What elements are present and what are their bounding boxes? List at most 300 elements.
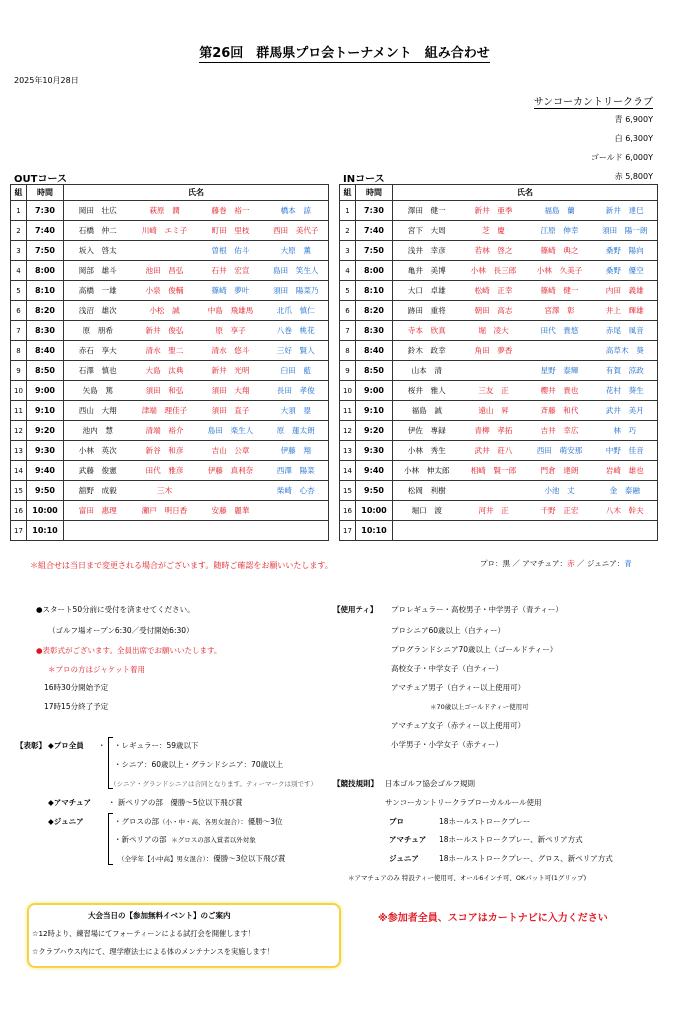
player-name: 金 泰融 — [593, 481, 658, 501]
player-name: 角田 夢香 — [461, 341, 527, 361]
tee-blue: 青 6,900Y — [614, 115, 653, 124]
awards-pro-regular: ・レギュラー：59歳以下 — [114, 741, 199, 750]
player-name: 堀口 渡 — [393, 501, 461, 521]
time-header: 時間 — [27, 185, 64, 201]
awards-jr-head: ◆ジュニア — [48, 817, 84, 826]
jr-peria-prize: ：優勝～3位以下飛び賞 — [205, 854, 286, 863]
player-name: 寺本 欣真 — [393, 321, 461, 341]
group-number: 10 — [340, 381, 356, 401]
player-name: 新谷 和彦 — [132, 441, 198, 461]
player-name: 小林 伸太郎 — [393, 461, 461, 481]
player-name: 萩原 潤 — [132, 201, 198, 221]
pairing-row — [11, 381, 329, 401]
player-name: 須田 直子 — [198, 401, 264, 421]
rules-note: ＊アマチュアのみ 特設ティー使用可、オール6インチ可、OKパット可(1グリップ) — [348, 874, 587, 882]
player-name — [264, 521, 329, 541]
start-time: 8:50 — [27, 361, 64, 381]
legend-ama: 赤 — [567, 559, 575, 568]
jr-gross-label: ・グロスの部 — [114, 817, 159, 826]
legend-jr-prefix: ジュニア： — [586, 559, 625, 568]
player-name: 内田 義雄 — [593, 281, 658, 301]
pairing-row — [11, 301, 329, 321]
player-name: 浅沼 雄次 — [64, 301, 132, 321]
player-name: 田代 雅彦 — [132, 461, 198, 481]
group-number: 11 — [11, 401, 27, 421]
group-number: 16 — [11, 501, 27, 521]
player-name: 芝 慶 — [461, 221, 527, 241]
player-name — [461, 361, 527, 381]
legend-pro: プロ：黒 — [480, 559, 510, 568]
awards-ama-text: ・ 新ペリアの部 優勝～5位以下飛び賞 — [108, 798, 243, 807]
player-name: 瀬戸 明日香 — [132, 501, 198, 521]
group-number: 6 — [11, 301, 27, 321]
hours-note: （ゴルフ場オープン6:30／受付開始6:30） — [48, 626, 194, 635]
group-number: 12 — [340, 421, 356, 441]
player-name: 津端 理佳子 — [132, 401, 198, 421]
player-name: 新井 亜季 — [461, 201, 527, 221]
player-name: 小林 長三郎 — [461, 261, 527, 281]
player-name: 桑野 優空 — [593, 261, 658, 281]
group-number: 1 — [340, 201, 356, 221]
player-name: 原 朋希 — [64, 321, 132, 341]
tee-info-label: 【使用ティ】 — [333, 605, 378, 614]
start-time: 7:50 — [27, 241, 64, 261]
pairing-row — [340, 261, 658, 281]
pairing-row — [340, 441, 658, 461]
player-name: 須田 陽一朗 — [593, 221, 658, 241]
club-name: サンコーカントリークラブ — [533, 97, 653, 108]
awards-label: 【表彰】 — [16, 741, 46, 750]
start-time: 9:00 — [27, 381, 64, 401]
pairing-row — [340, 241, 658, 261]
rules-label: 【競技規則】 — [333, 779, 378, 788]
player-name — [132, 241, 198, 261]
start-time: 16時30分開始予定 — [44, 683, 109, 692]
player-name: 長田 孝俊 — [264, 381, 329, 401]
group-number: 15 — [340, 481, 356, 501]
in-pairing-table — [339, 184, 658, 541]
document-date: 2025年10月28日 — [14, 76, 79, 85]
player-name — [264, 501, 329, 521]
player-name: 宮下 大周 — [393, 221, 461, 241]
names-header: 氏名 — [64, 185, 329, 201]
start-time: 8:20 — [27, 301, 64, 321]
pairing-row — [11, 261, 329, 281]
player-name: 新井 達巳 — [593, 201, 658, 221]
player-name: 西田 美代子 — [264, 221, 329, 241]
player-name: 高橋 一雄 — [64, 281, 132, 301]
group-number: 4 — [11, 261, 27, 281]
player-name: 八巻 桃花 — [264, 321, 329, 341]
legend-jr: 青 — [624, 559, 632, 568]
group-header: 組 — [11, 185, 27, 201]
rules-pro-text: 18ホールストロークプレー — [439, 817, 531, 826]
player-name: 富田 惠理 — [64, 501, 132, 521]
group-number: 3 — [11, 241, 27, 261]
start-time: 9:00 — [356, 381, 393, 401]
pairing-row — [11, 521, 329, 541]
group-number: 12 — [11, 421, 27, 441]
jr-peria-label: ・新ペリアの部 — [114, 835, 167, 844]
start-time: 9:30 — [27, 441, 64, 461]
awards-jr-gross — [114, 816, 283, 827]
player-name: 櫻井 貴也 — [527, 381, 593, 401]
player-name: 亀井 美博 — [393, 261, 461, 281]
player-name — [64, 521, 132, 541]
player-name: 小泉 俊輔 — [132, 281, 198, 301]
player-name: 柴崎 心杏 — [264, 481, 329, 501]
player-name: 武藤 俊憲 — [64, 461, 132, 481]
player-name: 西山 大翔 — [64, 401, 132, 421]
color-legend — [480, 558, 632, 569]
group-number: 9 — [11, 361, 27, 381]
group-number: 6 — [340, 301, 356, 321]
player-name: 川崎 エミ子 — [132, 221, 198, 241]
start-time: 9:10 — [356, 401, 393, 421]
player-name: 篠崎 夢叶 — [198, 281, 264, 301]
player-name: 西田 萌安那 — [527, 441, 593, 461]
pairing-row — [11, 461, 329, 481]
pairing-row — [340, 341, 658, 361]
start-time: 8:10 — [27, 281, 64, 301]
player-name: 中島 飛雄馬 — [198, 301, 264, 321]
awards-pro-dot: ・ — [98, 741, 106, 750]
player-name: 岡部 雄斗 — [64, 261, 132, 281]
player-name: 小池 丈 — [527, 481, 593, 501]
pairing-row — [11, 481, 329, 501]
player-name: 遠山 昇 — [461, 401, 527, 421]
start-time: 8:40 — [356, 341, 393, 361]
start-time: 8:30 — [356, 321, 393, 341]
player-name: 坂入 啓太 — [64, 241, 132, 261]
player-name: 堀 凌大 — [461, 321, 527, 341]
player-name: 西澤 陽菜 — [264, 461, 329, 481]
in-course-label: INコース — [343, 174, 385, 185]
player-name: 伊藤 真利奈 — [198, 461, 264, 481]
player-name: 清水 聖二 — [132, 341, 198, 361]
player-name — [393, 521, 461, 541]
cart-note: ※参加者全員、スコアはカートナビに入力ください — [378, 913, 608, 924]
player-name: 北爪 慎仁 — [264, 301, 329, 321]
player-name: 鈴木 政幸 — [393, 341, 461, 361]
pairing-row — [340, 481, 658, 501]
pairing-row — [340, 361, 658, 381]
start-time: 8:30 — [27, 321, 64, 341]
group-number: 7 — [11, 321, 27, 341]
player-name: 山本 清 — [393, 361, 461, 381]
player-name: 中野 佳音 — [593, 441, 658, 461]
player-name: 松崎 正幸 — [461, 281, 527, 301]
change-notice: ＊組合せは当日まで変更される場合がございます。随時ご確認をお願いいたします。 — [30, 561, 333, 570]
player-name — [593, 521, 658, 541]
player-name: 池内 慧 — [64, 421, 132, 441]
player-name: 花村 葵生 — [593, 381, 658, 401]
tee-info-line: プロレギュラー・高校男子・中学男子（青ティー） — [391, 605, 563, 614]
rules-line2: サンコーカントリークラブローカルルール使用 — [385, 798, 542, 807]
group-header: 組 — [340, 185, 356, 201]
player-name: 曽根 佑斗 — [198, 241, 264, 261]
player-name: 若林 啓之 — [461, 241, 527, 261]
jacket-note: ＊プロの方はジャケット着用 — [48, 665, 145, 674]
group-number: 16 — [340, 501, 356, 521]
player-name: 澤田 健一 — [393, 201, 461, 221]
pairing-row — [11, 501, 329, 521]
start-time: 9:40 — [27, 461, 64, 481]
group-number: 17 — [340, 521, 356, 541]
pairing-row — [11, 361, 329, 381]
pairing-row — [11, 221, 329, 241]
rules-line1: 日本ゴルフ協会ゴルフ規則 — [385, 779, 475, 788]
start-time: 9:40 — [356, 461, 393, 481]
player-name: 千野 正宏 — [527, 501, 593, 521]
start-time: 9:30 — [356, 441, 393, 461]
start-time: 7:30 — [356, 201, 393, 221]
legend-separator: ／ — [576, 559, 585, 568]
player-name — [527, 341, 593, 361]
start-time: 9:50 — [27, 481, 64, 501]
player-name — [198, 481, 264, 501]
player-name: 石井 宏宣 — [198, 261, 264, 281]
time-header: 時間 — [356, 185, 393, 201]
pairing-row — [340, 461, 658, 481]
player-name — [461, 521, 527, 541]
player-name: 門倉 達朗 — [527, 461, 593, 481]
player-name: 町田 里枝 — [198, 221, 264, 241]
tee-red: 赤 5,800Y — [614, 172, 653, 181]
player-name — [132, 521, 198, 541]
group-number: 15 — [11, 481, 27, 501]
player-name: 橋本 諒 — [264, 201, 329, 221]
group-number: 13 — [11, 441, 27, 461]
player-name: 安藤 麗華 — [198, 501, 264, 521]
tee-info-line: 小学男子・小学女子（赤ティー） — [391, 740, 503, 749]
rules-pro-label: プロ — [389, 817, 404, 826]
player-name: 伊佐 專録 — [393, 421, 461, 441]
player-name: 武井 美月 — [593, 401, 658, 421]
player-name: 吉山 公章 — [198, 441, 264, 461]
pairing-row — [11, 441, 329, 461]
out-course-label: OUTコース — [14, 174, 67, 185]
player-name: 相崎 賢一郎 — [461, 461, 527, 481]
rules-jr-text: 18ホールストロークプレー、グロス、新ペリア方式 — [439, 854, 613, 863]
player-name: 小林 久美子 — [527, 261, 593, 281]
pairing-row — [340, 321, 658, 341]
pairing-row — [11, 421, 329, 441]
group-number: 9 — [340, 361, 356, 381]
jr-peria-note: ＊グロスの部入賞者以外対象 — [171, 836, 256, 844]
player-name: 高草木 葵 — [593, 341, 658, 361]
player-name: 清水 悠斗 — [198, 341, 264, 361]
tee-info-line: プロシニア60歳以上（白ティー） — [391, 626, 505, 635]
player-name: 伊藤 翔 — [264, 441, 329, 461]
pairing-row — [340, 281, 658, 301]
player-name: 臼田 藍 — [264, 361, 329, 381]
group-number: 1 — [11, 201, 27, 221]
awards-pro-senior: ・シニア：60歳以上・グランドシニア：70歳以上 — [114, 760, 284, 769]
player-name: 星野 泰輝 — [527, 361, 593, 381]
player-name: 跡田 重将 — [393, 301, 461, 321]
jr-peria-small: （全学年【小中高】男女混合） — [118, 855, 206, 863]
pairing-row — [11, 241, 329, 261]
group-number: 14 — [11, 461, 27, 481]
start-time: 8:50 — [356, 361, 393, 381]
player-name: 須田 和弘 — [132, 381, 198, 401]
player-name: 松岡 利樹 — [393, 481, 461, 501]
event-line2: ☆クラブハウス内にて、理学療法士による体のメンテナンスを実施します！ — [32, 947, 275, 956]
pairing-row — [11, 321, 329, 341]
group-number: 3 — [340, 241, 356, 261]
group-number: 2 — [11, 221, 27, 241]
tee-info-line: プログランドシニア70歳以上（ゴールドティー） — [391, 645, 558, 654]
jr-gross-small: （小・中・高、各男女混合） — [159, 818, 241, 826]
rules-jr-label: ジュニア — [389, 854, 419, 863]
start-time: 7:40 — [356, 221, 393, 241]
group-number: 17 — [11, 521, 27, 541]
player-name: 大須 塁 — [264, 401, 329, 421]
player-name: 桜井 雅人 — [393, 381, 461, 401]
pairing-row — [340, 501, 658, 521]
tee-gold: ゴールド 6,000Y — [590, 153, 653, 162]
group-number: 5 — [11, 281, 27, 301]
legend-ama-prefix: アマチュア： — [522, 559, 568, 568]
pairing-row — [340, 421, 658, 441]
tee-info-line: アマチュア男子（白ティー以上使用可） — [391, 683, 526, 692]
start-time: 7:40 — [27, 221, 64, 241]
player-name: 吉井 幸広 — [527, 421, 593, 441]
player-name: 福島 誠 — [393, 401, 461, 421]
group-number: 8 — [11, 341, 27, 361]
group-number: 11 — [340, 401, 356, 421]
page-title: 第26回 群馬県プロ会トーナメント 組み合わせ — [199, 46, 490, 61]
rules-ama-text: 18ホールストロークプレー、新ペリア方式 — [439, 835, 583, 844]
player-name: 武井 莊八 — [461, 441, 527, 461]
player-name: 有賀 涼政 — [593, 361, 658, 381]
player-name: 青柳 孝拓 — [461, 421, 527, 441]
player-name: 須田 大翔 — [198, 381, 264, 401]
player-name: 大原 薫 — [264, 241, 329, 261]
start-time: 7:30 — [27, 201, 64, 221]
player-name: 小林 英次 — [64, 441, 132, 461]
player-name: 石橋 仲二 — [64, 221, 132, 241]
names-header: 氏名 — [393, 185, 658, 201]
award-note: ●表彰式がございます。全員出席でお願いいたします。 — [36, 646, 222, 655]
player-name: 島田 楽生人 — [198, 421, 264, 441]
group-number: 8 — [340, 341, 356, 361]
reception-note: ●スタート50分前に受付を済ませてください。 — [36, 605, 195, 614]
player-name: 宮澤 彰 — [527, 301, 593, 321]
player-name: 斉藤 和代 — [527, 401, 593, 421]
awards-pro-note: （シニア・グランドシニアは合同となります。ティーマークは別です） — [110, 780, 317, 788]
player-name: 原 享子 — [198, 321, 264, 341]
group-number: 7 — [340, 321, 356, 341]
pairing-row — [340, 201, 658, 221]
player-name: 須田 陽菜乃 — [264, 281, 329, 301]
player-name: 石澤 慎也 — [64, 361, 132, 381]
player-name: 福島 蘭 — [527, 201, 593, 221]
player-name: 桑野 陽向 — [593, 241, 658, 261]
player-name: 田代 貴悠 — [527, 321, 593, 341]
player-name: 林 巧 — [593, 421, 658, 441]
start-time: 8:10 — [356, 281, 393, 301]
start-time: 10:00 — [356, 501, 393, 521]
group-number: 14 — [340, 461, 356, 481]
player-name: 小松 誠 — [132, 301, 198, 321]
player-name: 島田 笑生人 — [264, 261, 329, 281]
start-time: 8:40 — [27, 341, 64, 361]
pairing-row — [340, 401, 658, 421]
group-number: 10 — [11, 381, 27, 401]
group-number: 5 — [340, 281, 356, 301]
tee-info-line: 高校女子・中学女子（白ティー） — [391, 664, 503, 673]
player-name — [461, 481, 527, 501]
player-name: 原 蓮太朗 — [264, 421, 329, 441]
player-name: 三木 — [132, 481, 198, 501]
player-name: 江原 伸幸 — [527, 221, 593, 241]
player-name: 清端 裕介 — [132, 421, 198, 441]
group-number: 13 — [340, 441, 356, 461]
group-number: 2 — [340, 221, 356, 241]
player-name: 浅井 幸彦 — [393, 241, 461, 261]
tee-info-line: ＊70歳以上ゴールドティー使用可 — [430, 703, 529, 711]
player-name — [198, 521, 264, 541]
player-name: 舘野 成毅 — [64, 481, 132, 501]
start-time: 9:20 — [27, 421, 64, 441]
start-time: 8:00 — [356, 261, 393, 281]
legend-separator: ／ — [512, 559, 520, 568]
start-time: 10:10 — [356, 521, 393, 541]
player-name: 赤石 享大 — [64, 341, 132, 361]
tee-info-line: アマチュア女子（赤ティー以上使用可） — [391, 721, 526, 730]
pairing-row — [11, 281, 329, 301]
start-time: 9:50 — [356, 481, 393, 501]
awards-pro-head: ◆プロ全員 — [48, 741, 84, 750]
awards-jr-peria-detail — [118, 853, 286, 864]
start-time: 9:10 — [27, 401, 64, 421]
player-name: 新井 光明 — [198, 361, 264, 381]
player-name: 朝田 高志 — [461, 301, 527, 321]
jr-gross-prize: ：優勝～3位 — [240, 817, 283, 826]
player-name: 小林 秀生 — [393, 441, 461, 461]
player-name: 八木 幹夫 — [593, 501, 658, 521]
pairing-row — [11, 201, 329, 221]
player-name: 大口 卓雄 — [393, 281, 461, 301]
player-name: 河井 正 — [461, 501, 527, 521]
player-name: 篠崎 典之 — [527, 241, 593, 261]
player-name: 池田 昌弘 — [132, 261, 198, 281]
rules-ama-label: アマチュア — [389, 835, 427, 844]
start-time: 10:00 — [27, 501, 64, 521]
player-name: 矢島 篤 — [64, 381, 132, 401]
player-name: 岡田 壮広 — [64, 201, 132, 221]
out-pairing-table — [10, 184, 329, 541]
player-name: 三好 賢人 — [264, 341, 329, 361]
player-name: 岩崎 雄也 — [593, 461, 658, 481]
awards-ama-head: ◆アマチュア — [48, 798, 92, 807]
event-title: 大会当日の【参加無料イベント】のご案内 — [88, 911, 231, 920]
start-time: 10:10 — [27, 521, 64, 541]
player-name: 新井 俊弘 — [132, 321, 198, 341]
player-name: 三友 正 — [461, 381, 527, 401]
player-name — [527, 521, 593, 541]
pairing-row — [340, 521, 658, 541]
player-name: 篠崎 健一 — [527, 281, 593, 301]
start-time: 8:20 — [356, 301, 393, 321]
player-name: 赤尾 風音 — [593, 321, 658, 341]
end-time: 17時15分終了予定 — [44, 702, 109, 711]
pairing-row — [340, 381, 658, 401]
start-time: 8:00 — [27, 261, 64, 281]
player-name: 井上 輝雄 — [593, 301, 658, 321]
